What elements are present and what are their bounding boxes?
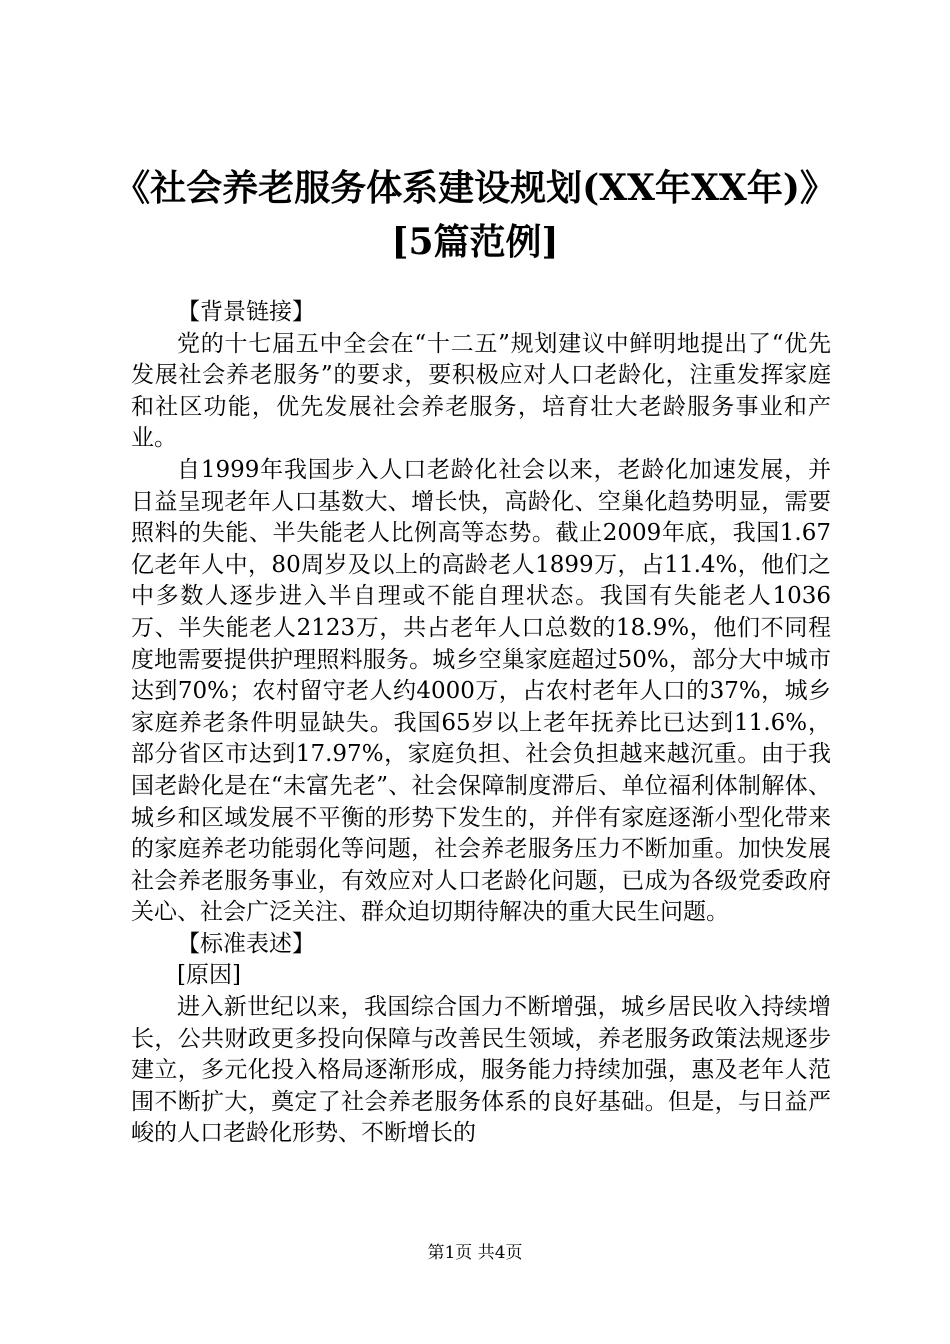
page-footer: 第1页 共4页 bbox=[427, 1243, 523, 1263]
paragraph: 自1999年我国步入人口老龄化社会以来，老龄化加速发展，并日益呈现老年人口基数大、增长快，高龄化、空巢化趋势明显，需要照料的失能、半失能老人比例高等态势。截止2009年底，我国1.67亿老年人中，80周岁及以上的高龄老人1899万，占11.4%，他们之中多数人逐步进入半自理或不能自理状态。我国有失能老人1036万、半失能老人2123万，共占老年人口总数的18.9%，他们不同程度地需要提供护理照料服务。城乡空巢家庭超过50%，部分大中城市达到70%；农村留守老人约4000万，占农村老年人口的37%，城乡家庭养老条件明显缺失。我国65岁以上老年抚养比已达到11.6%，部分省区市达到17.97%，家庭负担、社会负担越来越沉重。由于我国老龄化是在“未富先老”、社会保障制度滞后、单位福利体制解体、城乡和区域发展不平衡的形势下发生的，并伴有家庭逐渐小型化带来的家庭养老功能弱化等问题，社会养老服务压力不断加重。加快发展社会养老服务事业，有效应对人口老龄化问题，已成为各级党委政府关心、社会广泛关注、群众迫切期待解决的重大民生问题。 bbox=[131, 456, 831, 926]
subheading-reason: [原因] bbox=[177, 962, 241, 989]
document-title-line-2: [5篇范例] bbox=[391, 221, 559, 263]
paragraph: 进入新世纪以来，我国综合国力不断增强，城乡居民收入持续增长，公共财政更多投向保障与改善民生领域，养老服务政策法规逐步建立，多元化投入格局逐渐形成，服务能力持续加强，惠及老年人范围不断扩大，奠定了社会养老服务体系的良好基础。但是，与日益严峻的人口老龄化形势、不断增长的 bbox=[131, 994, 831, 1147]
document-body bbox=[131, 297, 831, 1150]
paragraph: 党的十七届五中全会在“十二五”规划建议中鲜明地提出了“优先发展社会养老服务”的要求，要积极应对人口老龄化，注重发挥家庭和社区功能，优先发展社会养老服务，培育壮大老龄服务事业和产业。 bbox=[131, 330, 831, 452]
document-title-line-1: 《社会养老服务体系建设规划(XX年XX年)》 bbox=[114, 167, 836, 209]
section-heading-background: 【背景链接】 bbox=[177, 299, 315, 325]
section-heading-standard: 【标准表述】 bbox=[177, 930, 315, 957]
